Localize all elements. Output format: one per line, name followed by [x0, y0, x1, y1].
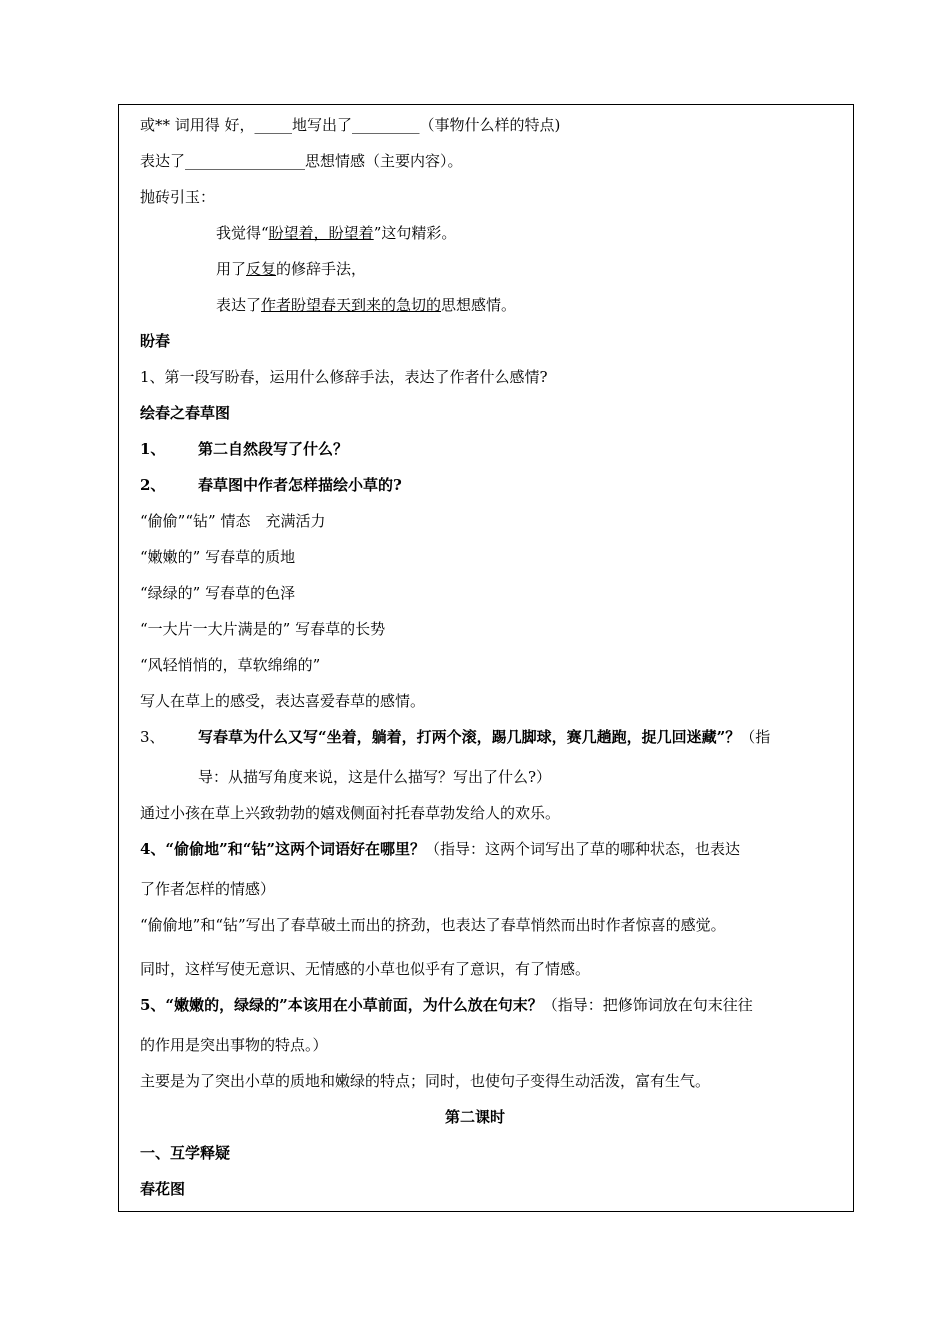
answer-line: “偷偷”“钻” 情态 充满活力 — [140, 512, 326, 530]
answer-line: “偷偷地”和“钻”写出了春草破土而出的挤劲，也表达了春草悄然而出时作者惊喜的感觉。 — [140, 916, 726, 934]
answer-line: 主要是为了突出小草的质地和嫩绿的特点；同时，也使句子变得生动活泼，富有生气。 — [140, 1072, 711, 1090]
answer-line: 写人在草上的感受，表达喜爱春草的感情。 — [140, 692, 426, 710]
heading-huxue: 一、互学释疑 — [140, 1144, 231, 1162]
line-1: 或** 词用得 好，_____地写出了_________（事物什么样的特点) — [140, 116, 561, 134]
example-line-1: 我觉得“盼望着，盼望着”这句精彩。 — [216, 224, 457, 242]
section-title: 第二课时 — [444, 1108, 505, 1126]
question-5: 5、“嫩嫩的，绿绿的”本该用在小草前面，为什么放在句末？（指导：把修饰词放在句末往往 — [140, 996, 753, 1014]
answer-line: “风轻悄悄的，草软绵绵的” — [140, 656, 321, 674]
heading-chunhua: 春花图 — [140, 1180, 186, 1198]
example-line-3: 表达了作者盼望春天到来的急切的思想感情。 — [216, 296, 517, 314]
line-3: 抛砖引玉： — [140, 188, 216, 206]
heading-panchun: 盼春 — [140, 332, 171, 350]
answer-line: 通过小孩在草上兴致勃勃的嬉戏侧面衬托春草勃发给人的欢乐。 — [140, 804, 561, 822]
answer-line: “嫩嫩的” 写春草的质地 — [140, 548, 296, 566]
question-4: 4、“偷偷地”和“钻”这两个词语好在哪里？（指导：这两个词写出了草的哪种状态，也表达 — [140, 840, 740, 858]
heading-chuncao: 绘春之春草图 — [140, 404, 231, 422]
question-5-guide: 的作用是突出事物的特点。） — [140, 1036, 328, 1054]
question-line: 1、第一段写盼春，运用什么修辞手法，表达了作者什么感情? — [140, 368, 548, 386]
line-2: 表达了________________思想情感（主要内容）。 — [140, 152, 463, 170]
question-1: 1、 第二自然段写了什么？ — [140, 440, 349, 458]
answer-line: 同时，这样写使无意识、无情感的小草也似乎有了意识，有了情感。 — [140, 960, 591, 978]
question-4-guide: 了作者怎样的情感） — [140, 880, 276, 898]
underlined-word: 反复 — [246, 260, 277, 278]
question-3-guide: 导：从描写角度来说，这是什么描写？写出了什么?） — [198, 768, 552, 786]
example-line-2: 用了反复的修辞手法， — [216, 260, 367, 278]
answer-line: “绿绿的” 写春草的色泽 — [140, 584, 296, 602]
underlined-phrase: 盼望着，盼望着 — [268, 224, 374, 242]
question-3: 3、 写春草为什么又写“坐着，躺着，打两个滚，踢几脚球，赛几趟跑，捉几回迷藏”？（指 — [140, 728, 771, 746]
answer-line: “一大片一大片满是的” 写春草的长势 — [140, 620, 386, 638]
question-2: 2、 春草图中作者怎样描绘小草的? — [140, 476, 402, 494]
underlined-phrase: 作者盼望春天到来的急切的 — [261, 296, 442, 314]
